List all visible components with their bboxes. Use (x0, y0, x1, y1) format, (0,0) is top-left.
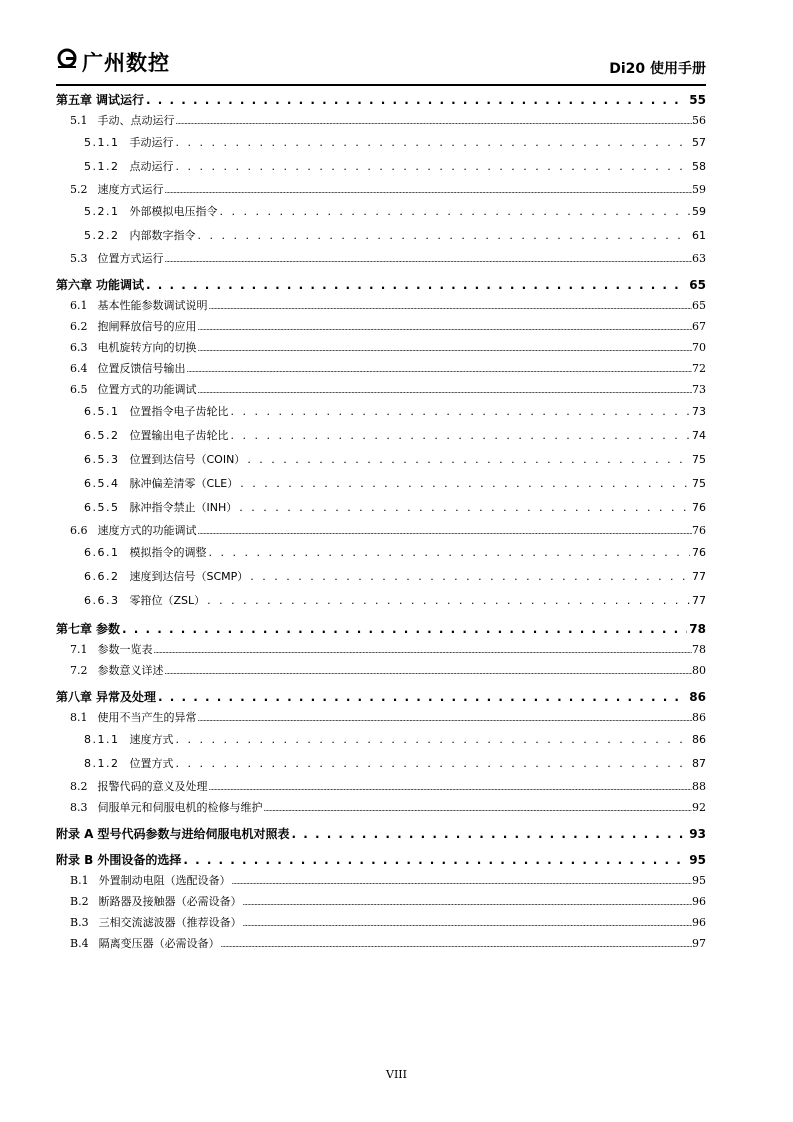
toc-entry-title: 参数意义详述 (97, 664, 164, 677)
page-number: VIII (386, 1068, 407, 1081)
toc-entry-label (70, 639, 153, 660)
toc-dot-leader (207, 589, 690, 613)
toc-dot-leader (176, 131, 691, 155)
toc-dot-leader (209, 776, 693, 799)
toc-entry-label (84, 400, 229, 424)
toc-entry-number: B.4 (70, 937, 89, 950)
toc-dot-leader (198, 707, 693, 730)
toc-entry-level3[interactable] (56, 155, 706, 179)
toc-entry-level2[interactable] (56, 776, 706, 797)
page-header (56, 44, 706, 84)
toc-entry-label (70, 295, 208, 316)
toc-entry-level2[interactable] (56, 639, 706, 660)
toc-entry-label (70, 707, 197, 728)
toc-entry-label (84, 565, 248, 589)
toc-entry-label (84, 496, 237, 520)
toc-entry-level3[interactable] (56, 448, 706, 472)
toc-entry-label (70, 776, 208, 797)
toc-entry-label (84, 541, 207, 565)
toc-dot-leader (198, 337, 693, 360)
toc-entry-title: 外围设备的选择 (97, 853, 182, 867)
toc-entry-title: 点动运行 (129, 160, 174, 173)
toc-entry-level2[interactable] (56, 891, 706, 912)
toc-dot-leader (158, 687, 687, 707)
toc-dot-leader (239, 496, 690, 520)
toc-dot-leader (221, 933, 692, 956)
toc-page-number: 59 (692, 183, 706, 196)
toc-entry-number: 7.1 (70, 643, 88, 656)
toc-entry-number: 6.5.2 (84, 429, 120, 442)
toc-entry-level2[interactable] (56, 248, 706, 269)
toc-entry-level3[interactable] (56, 472, 706, 496)
toc-page-number: 73 (692, 383, 706, 396)
toc-entry-number: B.1 (70, 874, 89, 887)
toc-page-number: 77 (692, 594, 706, 607)
toc-entry-label (56, 90, 144, 110)
toc-entry-label (56, 824, 289, 844)
toc-page-number: 61 (692, 229, 706, 242)
toc-entry-label (70, 248, 164, 269)
toc-entry-level2[interactable] (56, 707, 706, 728)
toc-entry-level1[interactable] (56, 619, 706, 639)
toc-entry-title: 手动运行 (129, 136, 174, 149)
toc-entry-title: 参数一览表 (97, 643, 153, 656)
toc-entry-label (56, 619, 120, 639)
toc-entry-label (70, 797, 263, 818)
toc-entry-title: 位置输出电子齿轮比 (129, 429, 229, 442)
gsk-logo-icon (56, 48, 78, 76)
toc-entry-title: 异常及处理 (96, 690, 157, 704)
toc-entry-label (70, 660, 164, 681)
toc-entry-label (70, 933, 220, 954)
toc-entry-title: 报警代码的意义及处理 (97, 780, 208, 793)
toc-page-number: 87 (692, 757, 706, 770)
toc-dot-leader (198, 379, 693, 402)
toc-entry-title: 内部数字指令 (129, 229, 196, 242)
toc-dot-leader (250, 565, 690, 589)
toc-entry-label (70, 179, 164, 200)
toc-page-number: 86 (692, 733, 706, 746)
toc-dot-leader (176, 728, 691, 752)
toc-entry-number: 5.2.1 (84, 205, 120, 218)
toc-entry-title: 脉冲指令禁止（INH） (129, 501, 238, 514)
toc-entry-level2[interactable] (56, 295, 706, 316)
toc-entry-label (70, 870, 231, 891)
toc-page-number: 59 (692, 205, 706, 218)
toc-dot-leader (176, 155, 691, 179)
toc-entry-label (70, 912, 242, 933)
toc-page-number: 70 (692, 341, 706, 354)
toc-entry-label (84, 424, 229, 448)
toc-entry-level2[interactable] (56, 660, 706, 681)
toc-dot-leader (198, 316, 693, 339)
toc-entry-number: 5.1.1 (84, 136, 120, 149)
toc-entry-title: 位置方式的功能调试 (97, 383, 197, 396)
toc-entry-label (56, 687, 156, 707)
toc-entry-level2[interactable] (56, 110, 706, 131)
toc-entry-title: 参数 (96, 622, 121, 636)
toc-page-number: 78 (692, 643, 706, 656)
toc-dot-leader (247, 448, 690, 472)
toc-entry-number: 6.3 (70, 341, 88, 354)
toc-page-number: 96 (692, 895, 706, 908)
toc-page-number: 74 (692, 429, 706, 442)
toc-entry-level2[interactable] (56, 358, 706, 379)
toc-entry-level3[interactable] (56, 400, 706, 424)
toc-entry-label (70, 316, 197, 337)
toc-entry-number: 6.1 (70, 299, 88, 312)
toc-entry-level3[interactable] (56, 131, 706, 155)
toc-entry-number: B.2 (70, 895, 89, 908)
toc-entry-title: 断路器及接触器（必需设备） (98, 895, 242, 908)
toc-dot-leader (176, 110, 693, 133)
toc-entry-level3[interactable] (56, 541, 706, 565)
toc-entry-title: 伺服单元和伺服电机的检修与维护 (97, 801, 263, 814)
toc-entry-title: 外部模拟电压指令 (129, 205, 218, 218)
toc-entry-title: 外置制动电阻（选配设备） (98, 874, 231, 887)
company-logo (56, 48, 170, 76)
toc-entry-label (84, 131, 174, 155)
toc-entry-number: 6.5.1 (84, 405, 120, 418)
toc-entry-level3[interactable] (56, 728, 706, 752)
toc-entry-level1[interactable] (56, 687, 706, 707)
manual-title: Di20 使用手册 (609, 61, 706, 77)
toc-entry-title: 速度方式 (129, 733, 174, 746)
toc-entry-level3[interactable] (56, 565, 706, 589)
toc-entry-label (84, 200, 218, 224)
toc-entry-level2[interactable] (56, 337, 706, 358)
toc-dot-leader (176, 752, 691, 776)
toc-entry-title: 隔离变压器（必需设备） (98, 937, 220, 950)
toc-entry-number: 8.1.1 (84, 733, 120, 746)
toc-entry-level3[interactable] (56, 589, 706, 613)
toc-entry-level3[interactable] (56, 200, 706, 224)
toc-entry-label (84, 589, 205, 613)
toc-entry-level3[interactable] (56, 496, 706, 520)
toc-dot-leader (220, 200, 691, 224)
toc-dot-leader (154, 639, 693, 662)
toc-entry-number: 第六章 (56, 278, 93, 292)
toc-entry-title: 位置反馈信号输出 (97, 362, 186, 375)
toc-entry-label (70, 358, 186, 379)
toc-entry-title: 基本性能参数调试说明 (97, 299, 208, 312)
toc-page-number: 80 (692, 664, 706, 677)
toc-page-number: 56 (692, 114, 706, 127)
toc-entry-level2[interactable] (56, 520, 706, 541)
toc-entry-title: 零箝位（ZSL） (129, 594, 206, 607)
toc-dot-leader (122, 619, 687, 639)
toc-entry-level2[interactable] (56, 379, 706, 400)
toc-entry-number: 6.4 (70, 362, 88, 375)
toc-entry-title: 速度方式运行 (97, 183, 164, 196)
toc-dot-leader (264, 797, 693, 820)
toc-entry-number: 8.2 (70, 780, 88, 793)
toc-page-number: 92 (692, 801, 706, 814)
toc-page-number: 72 (692, 362, 706, 375)
toc-entry-title: 位置方式运行 (97, 252, 164, 265)
toc-page-number: 55 (689, 93, 706, 107)
toc-entry-level1[interactable] (56, 824, 706, 844)
toc-entry-title: 位置方式 (129, 757, 174, 770)
toc-entry-number: 6.6.1 (84, 546, 120, 559)
toc-entry-title: 位置到达信号（COIN） (129, 453, 246, 466)
toc-entry-number: 6.2 (70, 320, 88, 333)
toc-entry-number: 6.6 (70, 524, 88, 537)
toc-entry-label (84, 224, 196, 248)
toc-entry-title: 位置指令电子齿轮比 (129, 405, 229, 418)
toc-page-number: 65 (692, 299, 706, 312)
toc-entry-label (84, 728, 174, 752)
toc-page-number: 95 (692, 874, 706, 887)
toc-dot-leader (209, 295, 693, 318)
toc-dot-leader (165, 660, 693, 683)
toc-entry-label (70, 891, 242, 912)
toc-page-number: 88 (692, 780, 706, 793)
toc-entry-label (84, 752, 174, 776)
toc-entry-level2[interactable] (56, 316, 706, 337)
toc-page-number: 77 (692, 570, 706, 583)
toc-entry-title: 速度方式的功能调试 (97, 524, 197, 537)
toc-entry-title: 速度到达信号（SCMP） (129, 570, 249, 583)
toc-entry-label (84, 155, 174, 179)
toc-entry-number: 6.5 (70, 383, 88, 396)
toc-entry-level2[interactable] (56, 179, 706, 200)
toc-page-number: 95 (689, 853, 706, 867)
toc-page-number: 93 (689, 827, 706, 841)
toc-dot-leader (243, 912, 692, 935)
toc-entry-number: 6.5.3 (84, 453, 120, 466)
toc-entry-label (84, 472, 238, 496)
toc-dot-leader (146, 90, 687, 110)
toc-dot-leader (165, 179, 693, 202)
toc-page-number: 76 (692, 546, 706, 559)
toc-entry-level1[interactable] (56, 90, 706, 110)
toc-entry-title: 三相交流滤波器（推荐设备） (98, 916, 242, 929)
toc-page-number: 86 (692, 711, 706, 724)
toc-entry-level2[interactable] (56, 797, 706, 818)
toc-entry-level3[interactable] (56, 424, 706, 448)
toc-page-number: 58 (692, 160, 706, 173)
toc-dot-leader (198, 224, 691, 248)
toc-page-number: 76 (692, 501, 706, 514)
toc-page-number: 96 (692, 916, 706, 929)
toc-page-number: 57 (692, 136, 706, 149)
toc-page-number: 63 (692, 252, 706, 265)
toc-entry-number: 5.3 (70, 252, 88, 265)
toc-entry-number: 5.2 (70, 183, 88, 196)
toc-entry-number: 6.6.2 (84, 570, 120, 583)
toc-page-number: 97 (692, 937, 706, 950)
toc-entry-number: 6.5.4 (84, 477, 120, 490)
toc-entry-label (84, 448, 245, 472)
company-logo-text: 广州数控 (82, 51, 170, 75)
toc-dot-leader (291, 824, 687, 844)
toc-entry-label (70, 337, 197, 358)
toc-entry-title: 模拟指令的调整 (129, 546, 207, 559)
toc-entry-title: 功能调试 (96, 278, 145, 292)
toc-dot-leader (231, 424, 691, 448)
toc-dot-leader (187, 358, 693, 381)
toc-entry-level3[interactable] (56, 752, 706, 776)
toc-entry-level2[interactable] (56, 912, 706, 933)
toc-entry-label (70, 110, 175, 131)
toc-dot-leader (231, 400, 691, 424)
toc-entry-level3[interactable] (56, 224, 706, 248)
toc-entry-label (70, 379, 197, 400)
toc-dot-leader (209, 541, 691, 565)
toc-entry-number: 6.5.5 (84, 501, 120, 514)
toc-entry-label (70, 520, 197, 541)
table-of-contents (56, 90, 706, 954)
toc-entry-level1[interactable] (56, 850, 706, 870)
toc-entry-number: 附录 B (56, 853, 94, 867)
toc-entry-number: 8.3 (70, 801, 88, 814)
toc-entry-number: 5.2.2 (84, 229, 120, 242)
toc-entry-number: 第七章 (56, 622, 93, 636)
toc-entry-number: 5.1.2 (84, 160, 120, 173)
toc-page-number: 78 (689, 622, 706, 636)
toc-entry-level1[interactable] (56, 275, 706, 295)
toc-page-number: 76 (692, 524, 706, 537)
toc-entry-title: 手动、点动运行 (97, 114, 175, 127)
toc-dot-leader (198, 520, 693, 543)
toc-entry-number: 7.2 (70, 664, 88, 677)
toc-dot-leader (232, 870, 692, 893)
toc-dot-leader (165, 248, 693, 271)
toc-entry-number: 附录 A (56, 827, 94, 841)
toc-dot-leader (243, 891, 692, 914)
toc-entry-title: 使用不当产生的异常 (97, 711, 197, 724)
toc-entry-number: 第五章 (56, 93, 93, 107)
header-divider (56, 84, 706, 86)
toc-page-number: 75 (692, 453, 706, 466)
toc-page-number: 65 (689, 278, 706, 292)
toc-page-number: 67 (692, 320, 706, 333)
toc-dot-leader (146, 275, 687, 295)
toc-entry-title: 型号代码参数与进给伺服电机对照表 (97, 827, 290, 841)
toc-page-number: 73 (692, 405, 706, 418)
toc-entry-level2[interactable] (56, 933, 706, 954)
toc-entry-number: 第八章 (56, 690, 93, 704)
toc-page-number: 75 (692, 477, 706, 490)
toc-dot-leader (240, 472, 690, 496)
toc-entry-number: B.3 (70, 916, 89, 929)
toc-entry-title: 电机旋转方向的切换 (97, 341, 197, 354)
toc-entry-title: 抱闸释放信号的应用 (97, 320, 197, 333)
toc-dot-leader (183, 850, 687, 870)
toc-entry-number: 8.1.2 (84, 757, 120, 770)
toc-entry-number: 6.6.3 (84, 594, 120, 607)
toc-entry-level2[interactable] (56, 870, 706, 891)
toc-entry-title: 调试运行 (96, 93, 145, 107)
toc-page-number: 86 (689, 690, 706, 704)
toc-entry-number: 8.1 (70, 711, 88, 724)
toc-entry-label (56, 275, 144, 295)
toc-entry-title: 脉冲偏差清零（CLE） (129, 477, 239, 490)
toc-entry-number: 5.1 (70, 114, 88, 127)
toc-entry-label (56, 850, 181, 870)
